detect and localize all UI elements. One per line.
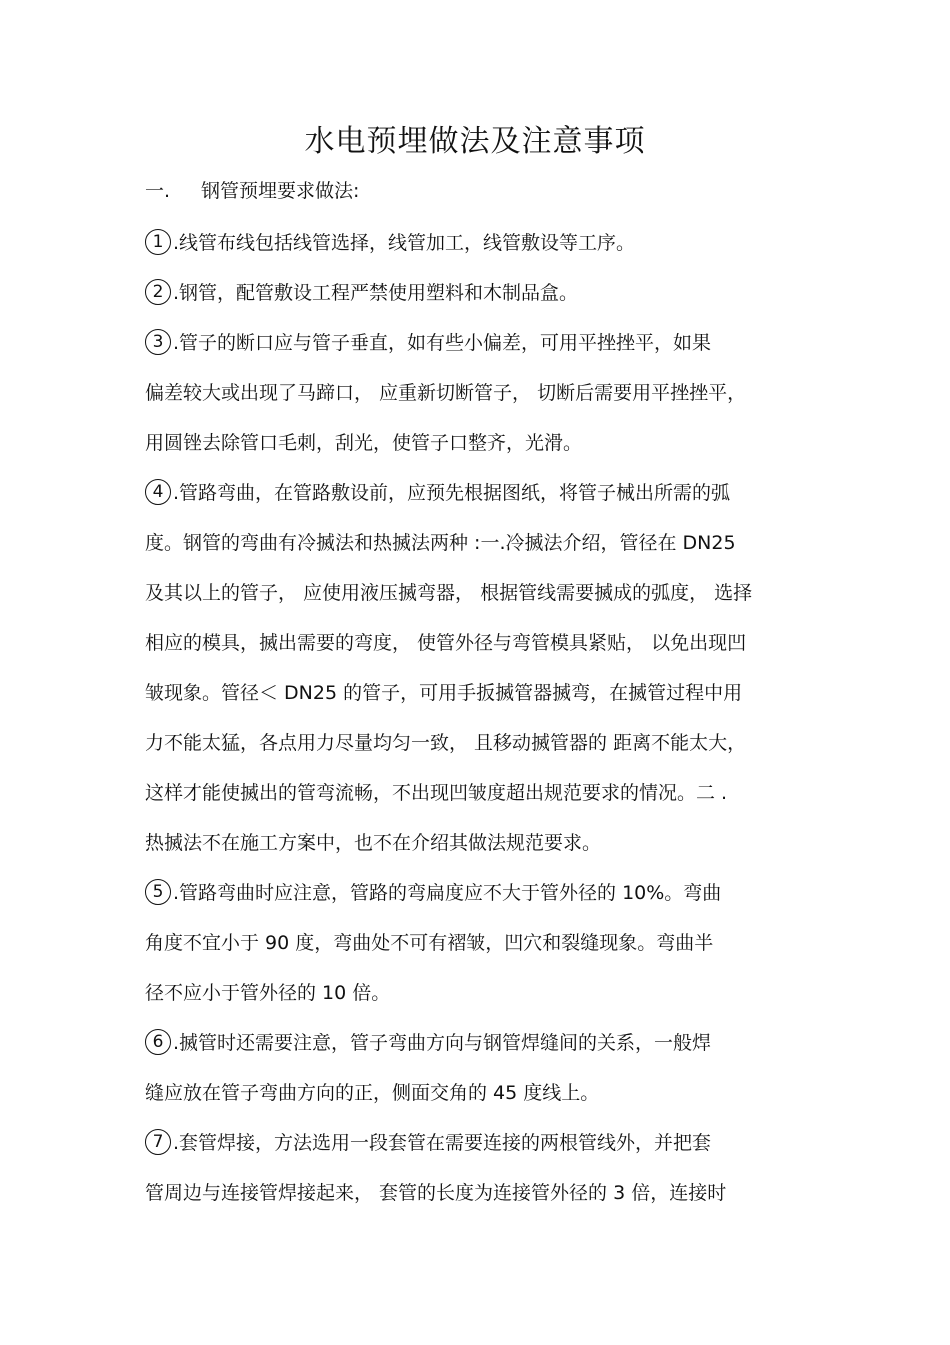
item-text: 度。钢管的弯曲有冷搣法和热搣法两种 :一.冷搣法介绍，管径在 DN25 bbox=[145, 532, 736, 554]
item-number-badge: 7 bbox=[145, 1129, 171, 1155]
item-text: 及其以上的管子， 应使用液压搣弯器， 根据管线需要搣成的弧度， 选择 bbox=[145, 582, 753, 604]
item-3-line-3 bbox=[145, 428, 815, 458]
item-text: 角度不宜小于 90 度，弯曲处不可有褶皱，凹穴和裂缝现象。弯曲半 bbox=[145, 932, 714, 954]
item-number-badge: 6 bbox=[145, 1029, 171, 1055]
item-3-line-2 bbox=[145, 378, 815, 408]
item-text: .管子的断口应与管子垂直，如有些小偏差，可用平挫挫平，如果 bbox=[173, 332, 712, 354]
item-4-line-8 bbox=[145, 828, 815, 858]
item-7-line-1 bbox=[145, 1128, 815, 1158]
item-4-line-4 bbox=[145, 628, 815, 658]
item-text: .线管布线包括线管选择，线管加工，线管敷设等工序。 bbox=[173, 232, 636, 254]
item-text: 皱现象。管径＜ DN25 的管子，可用手扳搣管器搣弯，在搣管过程中用 bbox=[145, 682, 743, 704]
item-4-line-1 bbox=[145, 478, 815, 508]
item-text: .搣管时还需要注意，管子弯曲方向与钢管焊缝间的关系，一般焊 bbox=[173, 1032, 712, 1054]
item-text: 管周边与连接管焊接起来， 套管的长度为连接管外径的 3 倍，连接时 bbox=[145, 1182, 727, 1204]
item-number-badge: 1 bbox=[145, 229, 171, 255]
item-4-line-2 bbox=[145, 528, 815, 558]
section-heading-text: 钢管预埋要求做法: bbox=[201, 180, 360, 202]
item-3-line-1 bbox=[145, 328, 815, 358]
item-5-line-1 bbox=[145, 878, 815, 908]
item-text: .管路弯曲时应注意，管路的弯扁度应不大于管外径的 10%。弯曲 bbox=[173, 882, 722, 904]
item-number-badge: 5 bbox=[145, 879, 171, 905]
item-5-line-2 bbox=[145, 928, 815, 958]
item-number-badge: 4 bbox=[145, 479, 171, 505]
item-text: 径不应小于管外径的 10 倍。 bbox=[145, 982, 391, 1004]
item-text: .钢管，配管敷设工程严禁使用塑料和木制品盒。 bbox=[173, 282, 579, 304]
item-4-line-5 bbox=[145, 678, 815, 708]
item-6-line-2 bbox=[145, 1078, 815, 1108]
item-text: .管路弯曲，在管路敷设前，应预先根据图纸，将管子械出所需的弧 bbox=[173, 482, 731, 504]
page-title: 水电预埋做法及注意事项 bbox=[304, 124, 646, 159]
section-number: 一. bbox=[145, 180, 171, 202]
item-number-badge: 2 bbox=[145, 279, 171, 305]
item-4-line-7 bbox=[145, 778, 815, 808]
item-text: 用圆锉去除管口毛刺，刮光，使管子口整齐，光滑。 bbox=[145, 432, 583, 454]
item-text: 相应的模具，搣出需要的弯度， 使管外径与弯管模具紧贴， 以免出现凹 bbox=[145, 632, 747, 654]
item-4-line-6 bbox=[145, 728, 815, 758]
section-heading bbox=[145, 176, 815, 206]
item-text: 热搣法不在施工方案中，也不在介绍其做法规范要求。 bbox=[145, 832, 602, 854]
item-7-line-2 bbox=[145, 1178, 815, 1208]
item-6-line-1 bbox=[145, 1028, 815, 1058]
item-text: 力不能太猛，各点用力尽量均匀一致， 且移动搣管器的 距离不能太大， bbox=[145, 732, 747, 754]
item-1-line-1 bbox=[145, 228, 815, 258]
item-text: 这样才能使搣出的管弯流畅，不出现凹皱度超出规范要求的情况。二 . bbox=[145, 782, 728, 804]
item-5-line-3 bbox=[145, 978, 815, 1008]
item-text: 缝应放在管子弯曲方向的正，侧面交角的 45 度线上。 bbox=[145, 1082, 600, 1104]
item-number-badge: 3 bbox=[145, 329, 171, 355]
item-4-line-3 bbox=[145, 578, 815, 608]
item-text: .套管焊接，方法选用一段套管在需要连接的两根管线外，并把套 bbox=[173, 1132, 712, 1154]
item-2-line-1 bbox=[145, 278, 815, 308]
item-text: 偏差较大或出现了马蹄口， 应重新切断管子， 切断后需要用平挫挫平， bbox=[145, 382, 747, 404]
